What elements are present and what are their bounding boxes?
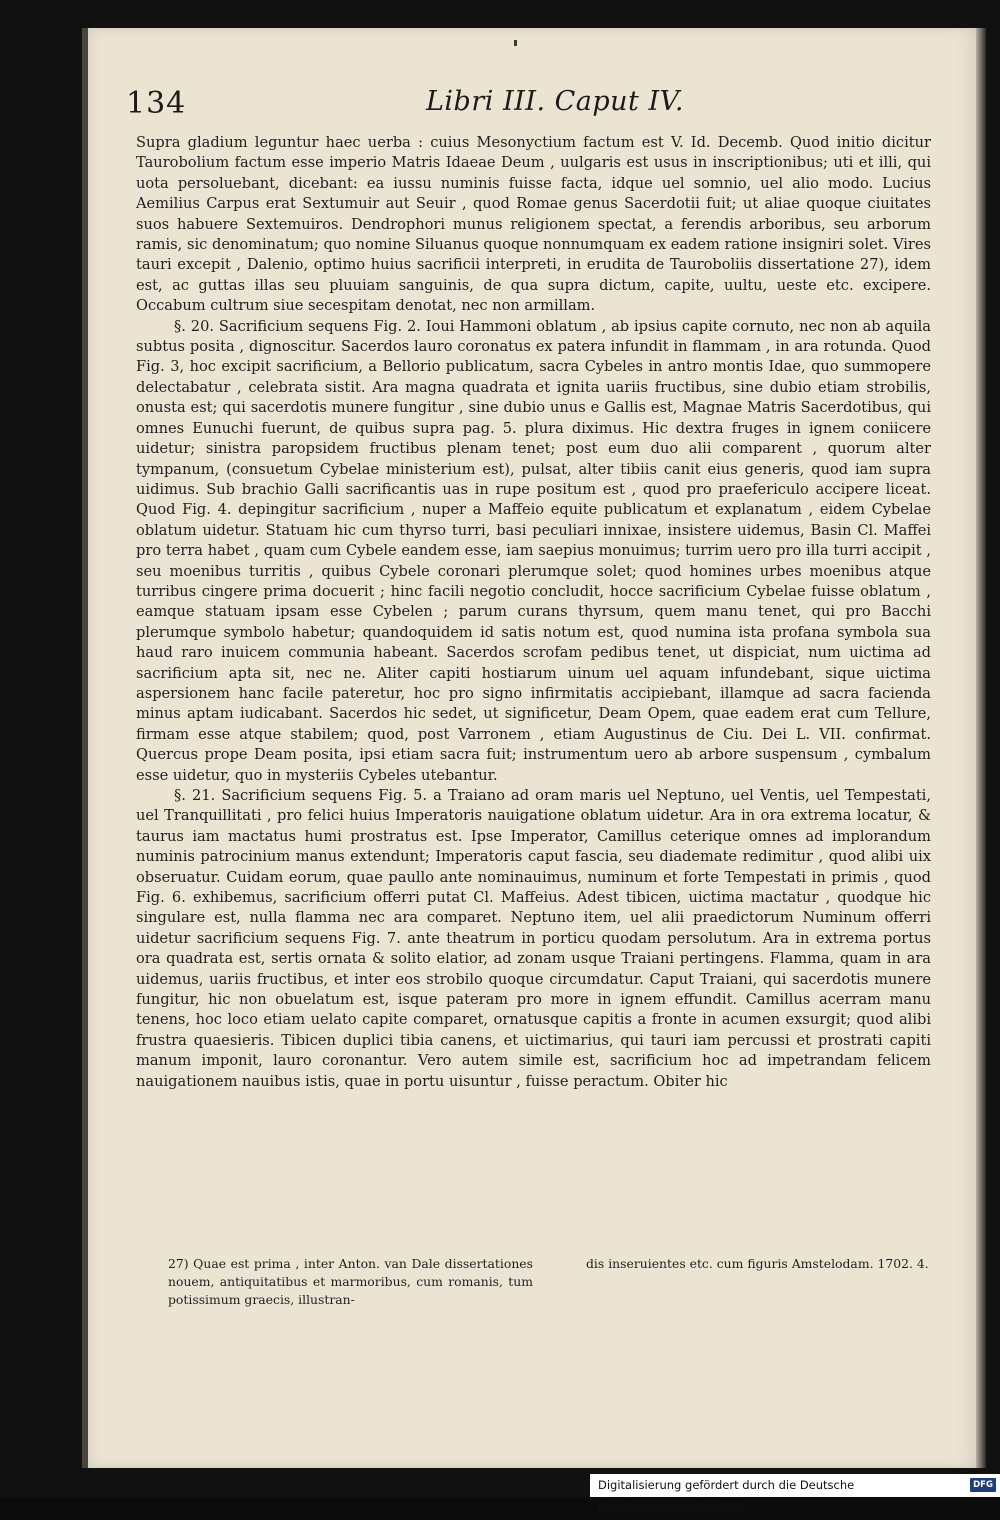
footnote-right-column: dis inseruientes etc. cum figuris Amstelodam. 1702. 4. xyxy=(586,1256,929,1271)
footnote-left-column: 27) Quae est prima , inter Anton. van Dale dissertationes nouem, antiquitatibus et marmoribus, cum romanis, tum potissimum graecis, illustran- xyxy=(168,1256,533,1307)
print-mark xyxy=(514,40,517,46)
body-text xyxy=(136,133,931,1233)
paragraph-section-20: §. 20. Sacrificium sequens Fig. 2. Ioui Hammoni oblatum , ab ipsius capite cornuto, nec non ab aquila subtus posita , dignoscitur. Sacerdos lauro coronatus ex patera infundit in flammam , in ara rotunda. Quod Fig. 3, hoc excipit sacrificium, a Bellorio publicatum, sacra Cybeles in antro montis Idae, quo summopere delectabatur , celebrata sistit. Ara magna quadrata et ignita uariis fructibus, sine dubio etiam strobilis, onusta est; qui sacerdotis munere fungitur , sine dubio unus e Gallis est, Magnae Matris Sacerdotibus, qui omnes Eunuchi fuerunt, de quibus supra pag. 5. plura diximus. Hic dextra fruges in ignem coniicere uidetur; sinistra paropsidem fructibus plenam tenet; post eum duo alii comparent , quorum alter tympanum, (consuetum Cybelae ministerium est), pulsat, alter tibiis canit eius generis, quod iam supra uidimus. Sub brachio Galli sacrificantis uas in rupe positum est , quod pro praefericulo accipere liceat. Quod Fig. 4. depingitur sacrificium , nuper a Maffeio equite publicatum et explanatum , eidem Cybelae oblatum uidetur. Statuam hic cum thyrso turri, basi peculiari innixae, insistere uidemus, Basin Cl. Maffei pro terra habet , quam cum Cybele eandem esse, iam saepius monuimus; turrim uero pro illa turri accipit , seu moenibus turritis , quibus Cybele coronari plerumque solet; quod homines urbes moenibus atque turribus cingere prima docuerit ; hinc facili negotio concludit, hocce sacrificium Cybelae fuisse oblatum , eamque statuam ipsam esse Cybelen ; parum curans thyrsum, quem manu tenet, qui pro Bacchi plerumque symbolo habetur; quandoquidem id satis notum est, quod numina ista profana symbola sua haud raro inuicem communia habeant. Sacerdos scrofam pedibus tenet, ut dispiciat, num uictima ad sacrificium apta sit, nec ne. Aliter capiti hostiarum uinum uel aquam infundebant, sique uictima aspersionem hanc facile pateretur, hoc pro signo infirmitatis accipiebant, illamque ad sacra facienda minus aptam iudicabant. Sacerdos hic sedet, ut significetur, Deam Opem, quae eadem erat cum Tellure, firmam esse atque stabilem; quod, post Varronem , etiam Augustinus de Ciu. Dei L. VII. confirmat. Quercus prope Deam posita, ipsi etiam sacra fuit; instrumentum uero ab arbore suspensum , cymbalum esse uidetur, quo in mysteriis Cybeles utebantur. xyxy=(136,317,931,784)
page-number: 134 xyxy=(126,86,187,121)
funding-credit: Digitalisierung gefördert durch die Deutsche Forschungsgemeinschaft · xyxy=(598,1478,855,1515)
dfg-logo-icon: DFG xyxy=(970,1478,996,1492)
page-fore-edge xyxy=(976,28,986,1468)
digitization-footer xyxy=(590,1474,1000,1515)
running-title: Libri III. Caput IV. xyxy=(425,86,684,117)
paragraph-section-21: §. 21. Sacrificium sequens Fig. 5. a Traiano ad oram maris uel Neptuno, uel Ventis, uel Tempestati, uel Tranquillitati , pro felici huius Imperatoris nauigatione oblatum uidetur. Ara in ora extrema locatur, & taurus iam mactatus humi prostratus est. Ipse Imperator, Camillus ceterique omnes ad implorandum numinis patrocinium manus extendunt; Imperatoris caput fascia, seu diademate redimitur , quod alibi uix obseruatur. Cuidam eorum, quae paullo ante nominauimus, numinum et forte Tempestati in primis , quod Fig. 6. exhibemus, sacrificium offerri putat Cl. Maffeius. Adest tibicen, uictima mactatur , quodque hic singulare est, nulla flamma nec ara comparet. Neptuno item, uel alii praedictorum Numinum offerri uidetur sacrificium sequens Fig. 7. ante theatrum in porticu quodam persolutum. Ara in extrema portus ora quadrata est, sertis ornata & solito elatior, ad zonam usque Traiani pertingens. Flamma, quam in ara uidemus, uariis fructibus, et inter eos strobilo quoque circumdatur. Caput Traiani, qui sacerdotis munere fungitur, hic non obuelatum est, isque pateram pro more in ignem effundit. Camillus acerram manu tenens, hoc loco etiam uelato capite comparet, ornatusque capitis a fronte in acumen exsurgit; quod alibi frustra quaesieris. Tibicen duplici tibia canens, et uictimarius, qui tauri iam percussi et prostrati capiti manum imponit, lauro coronantur. Vero autem simile est, sacrificium hoc ad impetrandam felicem nauigationem nauibus istis, quae in portu uisuntur , fuisse peractum. Obiter hic xyxy=(136,787,931,1090)
page-header xyxy=(126,84,936,132)
paragraph-intro: Supra gladium leguntur haec uerba : cuius Mesonyctium factum est V. Id. Decemb. Quod initio dicitur Taurobolium factum esse imperio Matris Idaeae Deum , uulgaris est usus in inscriptionibus; uti et illi, qui uota persoluebant, dicebant: ea iussu numinis fuisse facta, idque uel somnio, uel alio modo. Lucius Aemilius Carpus erat Sextumuir aut Seuir , quod Romae genus Sacerdotii fuit; ut aliae quoque ciuitates suos habuere Sextemuiros. Dendrophori munus religionem spectat, a ferendis arboribus, seu arborum ramis, sic denominatum; quo nomine Siluanus quoque nonnumquam ex eadem ratione insigniri solet. Vires tauri excepit , Dalenio, optimo huius sacrificii interpreti, in erudita de Tauroboliis dissertatione 27), idem est, ac guttas illas seu pluuiam sanguinis, de qua supra dictum, capite, uultu, ueste etc. excipere. Occabum cultrum siue secespitam denotat, nec non armillam. xyxy=(136,134,931,315)
